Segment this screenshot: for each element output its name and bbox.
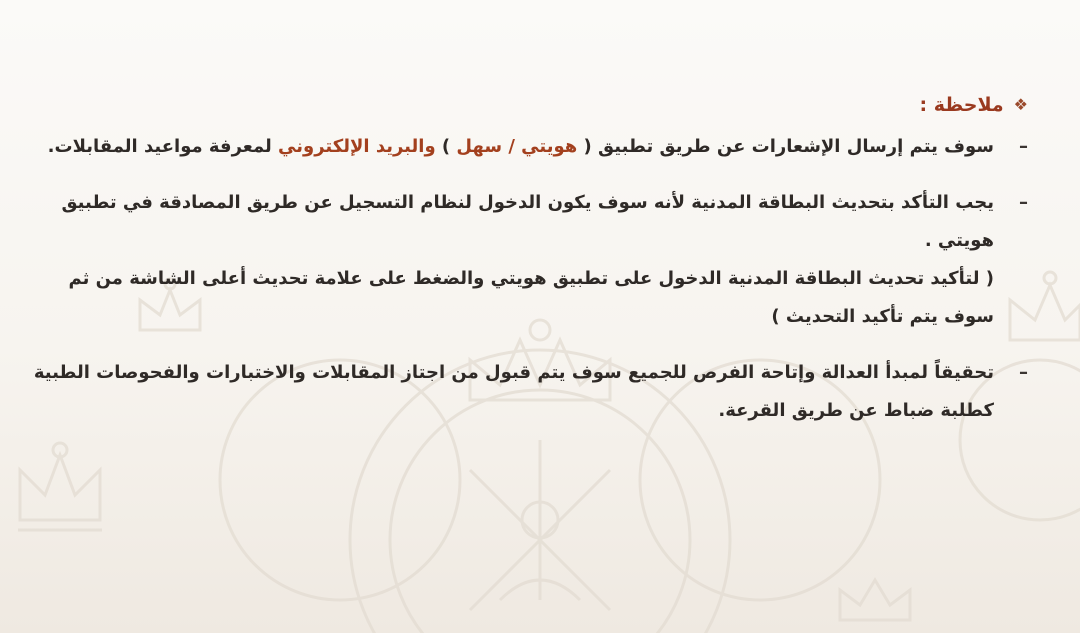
note-item-civil-id bbox=[24, 184, 1028, 260]
crown-watermark-bottom-right bbox=[840, 580, 910, 620]
note-text: يجب التأكد بتحديث البطاقة المدنية لأنه سوف يكون الدخول لنظام التسجيل عن طريق المصادقة في تطبيق هويتي . bbox=[61, 192, 994, 251]
highlight-apps: هويتي / سهل bbox=[456, 136, 578, 157]
note-text: تحقيقاً لمبدأ العدالة وإتاحة الفرص للجميع سوف يتم قبول من اجتاز المقابلات والاختبارات والفحوصات الطبية كطلبة ضباط عن طريق القرعة. bbox=[33, 362, 994, 421]
note-item-lottery bbox=[24, 354, 1028, 430]
note-text: سوف يتم إرسال الإشعارات عن طريق تطبيق ( bbox=[577, 136, 994, 157]
note-section bbox=[24, 86, 1028, 448]
note-text: ( لتأكيد تحديث البطاقة المدنية الدخول على تطبيق هويتي والضغط على علامة تحديث أعلى الشاشة من ثم سوف يتم تأكيد التحديث ) bbox=[68, 268, 994, 327]
note-heading bbox=[24, 86, 1028, 124]
dash-bullet: – bbox=[1019, 136, 1028, 157]
dash-bullet: – bbox=[1019, 362, 1028, 383]
note-text: لمعرفة مواعيد المقابلات. bbox=[47, 136, 279, 157]
crown-watermark-left bbox=[18, 443, 102, 530]
note-item-notifications bbox=[24, 128, 1028, 166]
note-text: ) bbox=[435, 136, 457, 157]
highlight-email: والبريد الإلكتروني bbox=[278, 136, 436, 157]
dash-bullet: – bbox=[1019, 192, 1028, 213]
diamond-bullet-icon: ❖ bbox=[1013, 95, 1028, 114]
note-item-civil-id-instructions bbox=[24, 260, 1028, 336]
note-title: ملاحظة : bbox=[919, 94, 1004, 116]
